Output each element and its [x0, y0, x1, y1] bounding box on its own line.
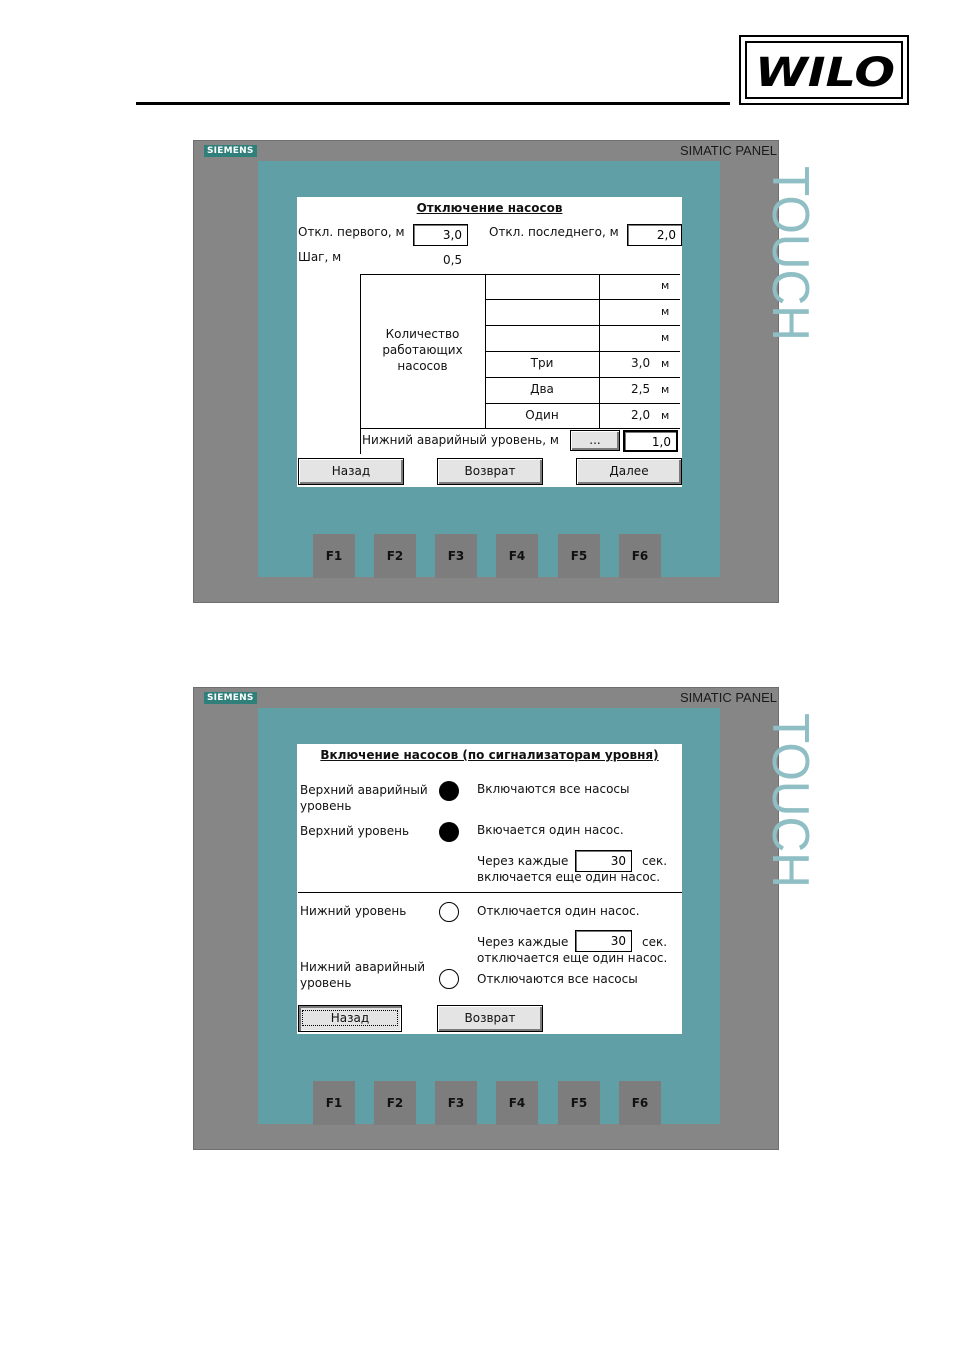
row-unit: м — [661, 383, 670, 396]
lower-alarm-label: Нижний аварийный уровень — [300, 960, 426, 990]
on-every-line2: включается еще один насос. — [477, 870, 661, 884]
lower-alarm-desc: Отключаются все насосы — [477, 972, 638, 986]
row-name: Три — [530, 356, 554, 370]
row-value[interactable]: 2,5 — [631, 382, 651, 396]
fkey-f1[interactable]: F1 — [313, 534, 355, 578]
panel-model: SIMATIC PANEL — [679, 690, 777, 705]
step-value: 0,5 — [443, 253, 463, 267]
row-unit: м — [661, 305, 670, 318]
off-every-field[interactable]: 30 — [575, 930, 632, 952]
fkey-f3[interactable]: F3 — [435, 1081, 477, 1125]
count-label: Количество работающих насосов — [382, 327, 463, 373]
on-every-field[interactable]: 30 — [575, 850, 632, 872]
row-unit: м — [661, 357, 670, 370]
upper-alarm-indicator — [439, 781, 459, 801]
fkey-f3[interactable]: F3 — [435, 534, 477, 578]
row-unit: м — [661, 409, 670, 422]
hmi-panel-1 — [193, 140, 819, 603]
touch-label — [721, 713, 819, 897]
step-label: Шаг, м — [298, 250, 342, 264]
back-button[interactable]: Назад — [298, 458, 404, 485]
page-title: Включение насосов (по сигнализаторам уровня) — [320, 748, 659, 762]
lower-label: Нижний уровень — [300, 904, 407, 918]
upper-desc: Вкючается один насос. — [477, 823, 624, 837]
off-first-field[interactable]: 3,0 — [413, 224, 468, 246]
fkey-f4[interactable]: F4 — [496, 534, 538, 578]
siemens-logo: SIEMENS — [204, 692, 257, 704]
off-every-line2: отключается еще один насос. — [477, 951, 668, 965]
upper-label: Верхний уровень — [300, 824, 410, 838]
divider — [298, 892, 682, 893]
fkey-f2[interactable]: F2 — [374, 1081, 416, 1125]
lower-alarm-indicator — [439, 969, 459, 989]
fkey-f6[interactable]: F6 — [619, 534, 661, 578]
fkey-f1[interactable]: F1 — [313, 1081, 355, 1125]
row-unit: м — [661, 279, 670, 292]
upper-indicator — [439, 822, 459, 842]
fkey-f6[interactable]: F6 — [619, 1081, 661, 1125]
off-every-prefix: Через каждые — [477, 935, 569, 949]
off-every-unit: сек. — [642, 935, 668, 949]
on-every-unit: сек. — [642, 854, 668, 868]
panel-model: SIMATIC PANEL — [679, 143, 777, 158]
row-value[interactable]: 3,0 — [631, 356, 651, 370]
hmi-panel-2 — [193, 687, 819, 1150]
svg-text:TOUCH: TOUCH — [761, 713, 819, 897]
lower-indicator — [439, 902, 459, 922]
page-title: Отключение насосов — [416, 201, 563, 215]
on-every-prefix: Через каждые — [477, 854, 569, 868]
off-last-field[interactable]: 2,0 — [627, 224, 682, 246]
return-button[interactable]: Возврат — [437, 458, 543, 485]
low-alarm-label: Нижний аварийный уровень, м — [362, 433, 559, 447]
off-last-label: Откл. последнего, м — [489, 225, 619, 239]
siemens-logo: SIEMENS — [204, 145, 257, 157]
svg-text:WILO: WILO — [755, 50, 895, 96]
low-alarm-field[interactable]: 1,0 — [623, 430, 678, 452]
fkey-f2[interactable]: F2 — [374, 534, 416, 578]
next-button[interactable]: Далее — [576, 458, 682, 485]
screen-pumps-on — [297, 744, 682, 1034]
row-value[interactable]: 2,0 — [631, 408, 651, 422]
touch-label — [721, 166, 819, 350]
header-rule — [136, 102, 730, 105]
wilo-logo-icon — [749, 43, 899, 99]
fkey-f4[interactable]: F4 — [496, 1081, 538, 1125]
upper-alarm-desc: Включаются все насосы — [477, 782, 630, 796]
return-button[interactable]: Возврат — [437, 1005, 543, 1032]
upper-alarm-label: Верхний аварийный уровень — [300, 783, 428, 813]
fkey-f5[interactable]: F5 — [558, 1081, 600, 1125]
lower-desc: Отключается один насос. — [477, 904, 640, 918]
low-alarm-button[interactable]: ... — [570, 430, 620, 451]
fkey-f5[interactable]: F5 — [558, 534, 600, 578]
back-button[interactable]: Назад — [298, 1005, 402, 1032]
screen-pumps-off — [297, 197, 682, 487]
row-unit: м — [661, 331, 670, 344]
svg-text:TOUCH: TOUCH — [761, 166, 819, 350]
wilo-logo — [739, 35, 909, 105]
row-name: Два — [530, 382, 554, 396]
off-first-label: Откл. первого, м — [298, 225, 405, 239]
row-name: Один — [525, 408, 559, 422]
